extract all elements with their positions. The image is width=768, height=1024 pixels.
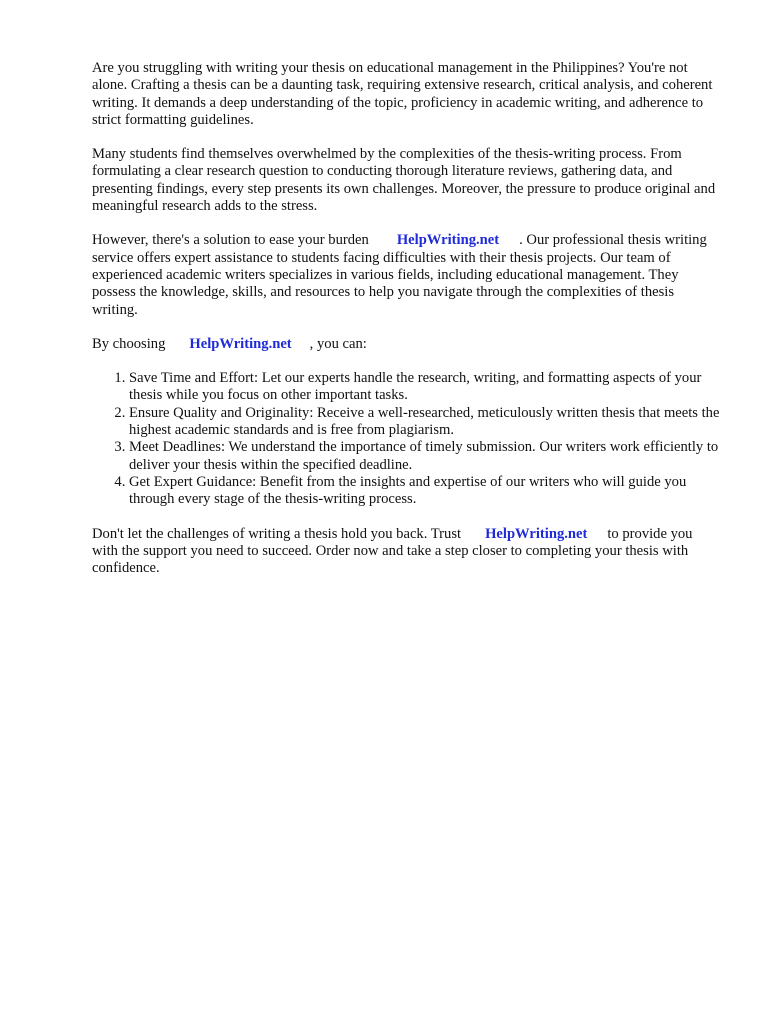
- helpwriting-link[interactable]: HelpWriting.net: [396, 232, 500, 249]
- list-item: 1. Save Time and Effort: Let our experts handle the research, writing, and formatting aspects of your thesis while you focus on other important tasks.: [129, 370, 722, 405]
- choosing-paragraph: [92, 336, 722, 353]
- list-item: 2. Ensure Quality and Originality: Receive a well-researched, meticulously written thesis that meets the highest academic standards and is free from plagiarism.: [129, 405, 722, 440]
- helpwriting-link[interactable]: HelpWriting.net: [485, 525, 588, 542]
- closing-text-before: Don't let the challenges of writing a thesis hold you back. Trust: [92, 525, 462, 542]
- closing-text-after: to provide you with the support you need to succeed. Order now and take a step closer to completing your thesis with confidence.: [92, 525, 693, 577]
- choosing-text-after: , you can:: [309, 335, 367, 352]
- helpwriting-link[interactable]: HelpWriting.net: [189, 335, 292, 352]
- choosing-text-before: By choosing: [92, 335, 166, 352]
- solution-text-before: However, there's a solution to ease your burden: [92, 232, 369, 249]
- solution-text-after: . Our professional thesis writing service offers expert assistance to students facing difficulties with their thesis projects. Our team of experienced academic writers specializes in various fields, including educational management. They possess the knowledge, skills, and resources to help you navigate through the complexities of thesis writing.: [92, 232, 707, 318]
- intro-paragraph: Are you struggling with writing your thesis on educational management in the Philippines? You're not alone. Crafting a thesis can be a daunting task, requiring extensive research, critical analysis, and coherent writing. It demands a deep understanding of the topic, proficiency in academic writing, and adherence to strict formatting guidelines.: [92, 60, 713, 128]
- benefits-list: [92, 370, 722, 508]
- list-item: 3. Meet Deadlines: We understand the importance of timely submission. Our writers work efficiently to deliver your thesis within the specified deadline.: [129, 439, 722, 474]
- challenges-paragraph: Many students find themselves overwhelmed by the complexities of the thesis-writing process. From formulating a clear research question to conducting thorough literature reviews, gathering data, and presenting findings, every step presents its own challenges. Moreover, the pressure to produce original and meaningful research adds to the stress.: [92, 146, 716, 215]
- list-item: 4. Get Expert Guidance: Benefit from the insights and expertise of our writers who will guide you through every stage of the thesis-writing process.: [129, 474, 722, 509]
- document-body: [92, 60, 722, 594]
- closing-paragraph: [92, 526, 722, 578]
- solution-paragraph: [92, 232, 722, 318]
